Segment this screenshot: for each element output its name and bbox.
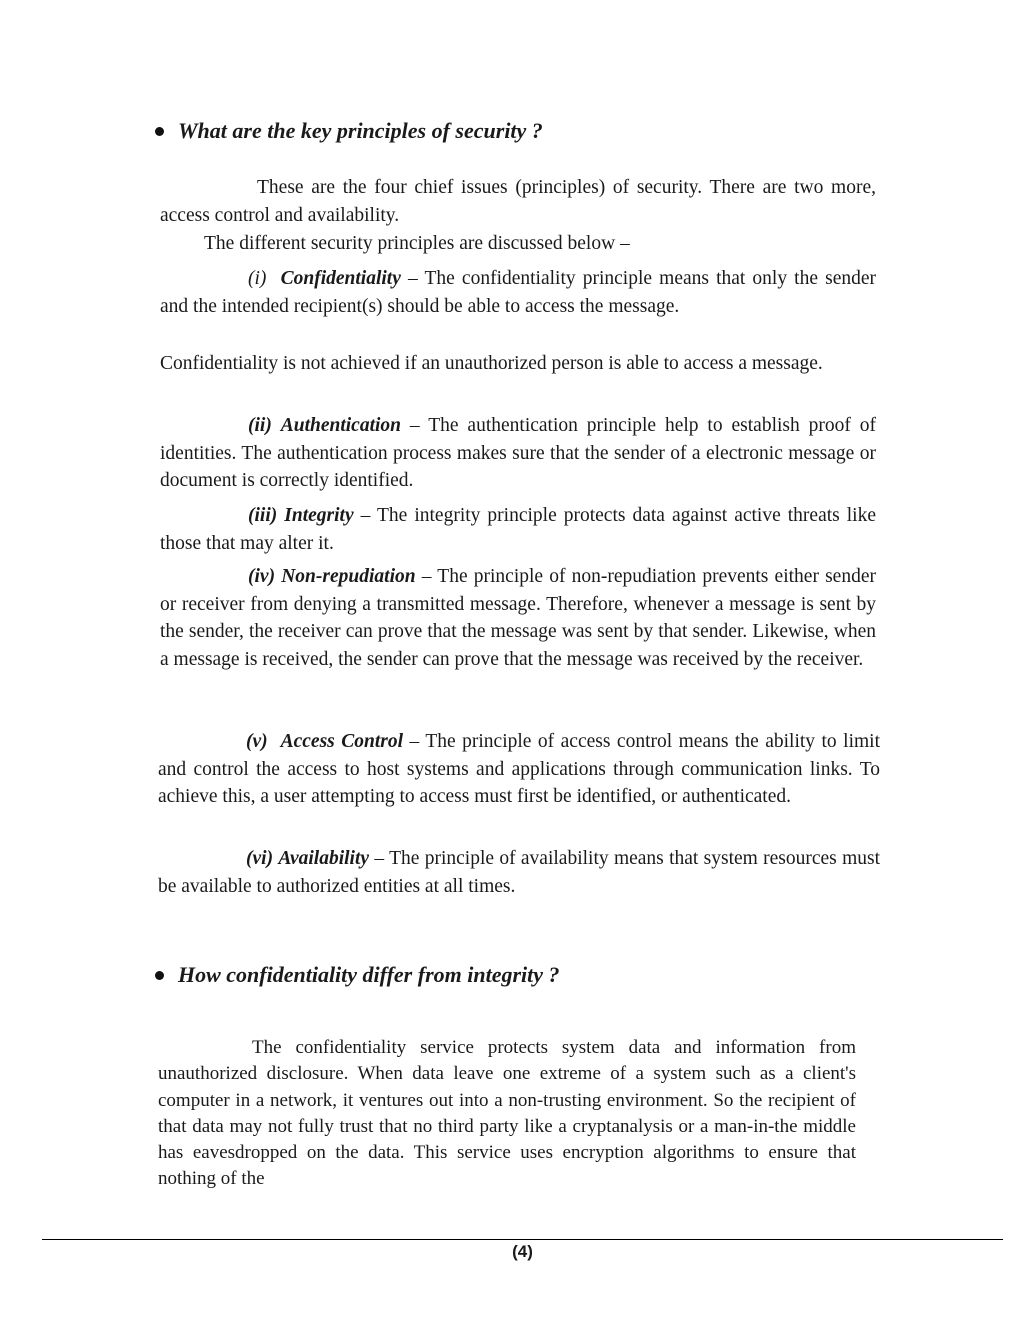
- principle-authentication: (ii) Authentication – The authentication principle help to establish proof of identities. The authentication process makes sure that the sender of a electronic message or document is correctly identified.: [160, 415, 877, 491]
- principle-availability: (vi) Availability – The principle of availability means that system resources must be available to authorized entities at all times.: [158, 848, 881, 897]
- section-heading-confidentiality-vs-integrity: [155, 962, 560, 988]
- heading-text: What are the key principles of security ?: [178, 118, 543, 143]
- principle-integrity: (iii) Integrity – The integrity principle protects data against active threats like those that may alter it.: [160, 505, 876, 554]
- intro-paragraph: These are the four chief issues (principles) of security. There are two more, access control and availability.: [160, 177, 876, 226]
- principle-non-repudiation: (iv) Non-repudiation – The principle of non-repudiation prevents either sender or receiver from denying a transmitted message. Therefore, whenever a message is sent by the sender, the receiver can prove that the message was sent by that sender. Likewise, when a message is received, the sender can prove that the message was received by the receiver.: [160, 566, 876, 670]
- principle-confidentiality: (i) Confidentiality – The confidentiality principle means that only the sender and the intended recipient(s) should be able to access the message.: [160, 268, 876, 317]
- page-number: (4): [512, 1242, 533, 1261]
- footer-divider: [42, 1239, 1003, 1240]
- intro-line: The different security principles are discussed below –: [204, 233, 630, 254]
- section-heading-principles: [155, 118, 543, 144]
- confidentiality-continuation: Confidentiality is not achieved if an unauthorized person is able to access a message.: [160, 353, 823, 374]
- bullet-icon: [155, 127, 164, 136]
- heading-text: How confidentiality differ from integrity ?: [178, 962, 560, 987]
- principle-access-control: (v) Access Control – The principle of access control means the ability to limit and control the access to host systems and applications through communication links. To achieve this, a user attempting to access must first be identified, or authenticated.: [158, 731, 880, 807]
- bullet-icon: [155, 971, 164, 980]
- confidentiality-paragraph: The confidentiality service protects system data and information from unauthorized disclosure. When data leave one extreme of a system such as a client's computer in a network, it ventures out into a non-trusting environment. So the recipient of that data may not fully trust that no third party like a cryptanalysis or a man-in-the middle has eavesdropped on the data. This service uses encryption algorithms to ensure that nothing of the: [158, 1037, 856, 1190]
